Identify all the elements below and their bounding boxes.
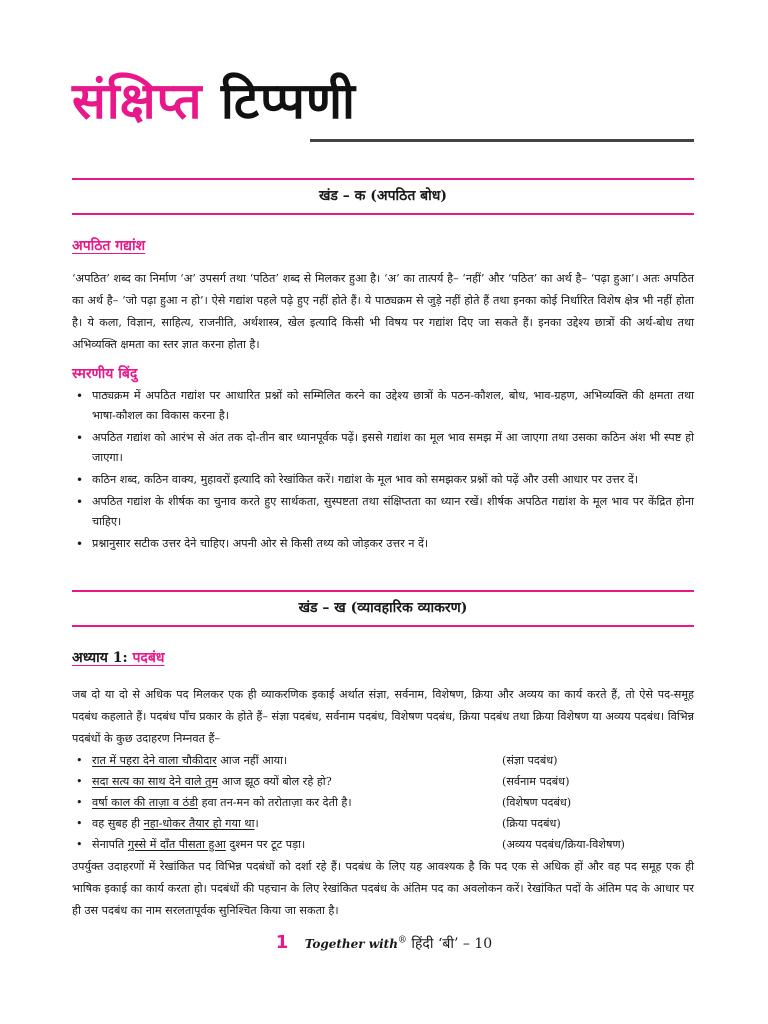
example-type: (सर्वनाम पदबंध) [502, 775, 570, 788]
chapter-heading [72, 648, 164, 667]
example-type: (अव्यय पदबंध/क्रिया-विशेषण) [502, 838, 625, 851]
section-b-heading: खंड – ख (व्यावहारिक व्याकरण) [298, 600, 468, 616]
footer-subject: हिंदी ‘बी’ – 10 [411, 936, 493, 952]
list-item: • पाठ्यक्रम में अपठित गद्यांश पर आधारित प्रश्नों को सम्मिलित करने का उद्देश्य छात्रों के पठन-कौशल, बोध, भाव-ग्रहण, अभिव्यक्ति की क्षमता तथा भाषा-कौशल का विकास करना है। [76, 389, 694, 422]
section-a-intro: ‘अपठित’ शब्द का निर्माण ‘अ’ उपसर्ग तथा ‘पठित’ शब्द से मिलकर हुआ है। ‘अ’ का तात्पर्य है– ‘नहीं’ और ‘पठित’ का अर्थ है– ‘पढ़ा हुआ’। अतः अपठित का अर्थ है– ‘जो पढ़ा हुआ न हो’। ऐसे गद्यांश पहले पढ़े हुए नहीं होते हैं। ये पाठ्यक्रम से जुड़े नहीं होते हैं तथा इनका कोई निर्धारित विशेष क्षेत्र भी नहीं होता है। ये कला, विज्ञान, साहित्य, राजनीति, अर्थशास्त्र, खेल इत्यादि किसी भी विषय पर गद्यांश दिए जा सकते हैं। इनका उद्देश्य छात्रों की अर्थ-बोध तथा अभिव्यक्ति क्षमता का स्तर ज्ञात करना होता है। [72, 272, 694, 351]
example-item: • रात में पहरा देने वाला चौकीदार आज नहीं आया। (संज्ञा पदबंध) [72, 750, 694, 771]
points-heading: स्मरणीय बिंदु [72, 366, 138, 382]
title-part-2: टिप्पणी [220, 72, 356, 130]
example-type: (विशेषण पदबंध) [502, 796, 572, 809]
registered-mark: ® [397, 935, 407, 946]
page-number: 1 [275, 932, 289, 953]
brand-text: Together with [304, 937, 398, 951]
page-title [72, 66, 356, 136]
section-b-band [72, 590, 694, 627]
example-item: • वर्षा काल की ताज़ा व ठंडी हवा तन-मन को तरोताज़ा कर देती है। (विशेषण पदबंध) [72, 792, 694, 813]
examples-list [72, 750, 694, 855]
chapter-prefix: अध्याय 1: [72, 650, 128, 666]
list-item: • अपठित गद्यांश को आरंभ से अंत तक दो-तीन बार ध्यानपूर्वक पढ़ें। इससे गद्यांश का मूल भाव समझ में आ जाएगा तथा उसका कठिन अंश भी स्पष्ट हो जाएगा। [76, 431, 694, 464]
list-item: • कठिन शब्द, कठिन वाक्य, मुहावरों इत्यादि को रेखांकित करें। गद्यांश के मूल भाव को समझकर प्रश्नों को पढ़ें और उसी आधार पर उत्तर दें। [76, 473, 639, 487]
example-item: • सदा सत्य का साथ देने वाले तुम आज झूठ क्यों बोल रहे हो? (सर्वनाम पदबंध) [72, 771, 694, 792]
list-item: • प्रश्नानुसार सटीक उत्तर देने चाहिए। अपनी ओर से किसी तथ्य को जोड़कर उत्तर न दें। [76, 537, 429, 551]
section-b-intro: जब दो या दो से अधिक पद मिलकर एक ही व्याकरणिक इकाई अर्थात संज्ञा, सर्वनाम, विशेषण, क्रिया और अव्यय का कार्य करते हैं, तो ऐसे पद-समूह पदबंध कहलाते हैं। पदबंध पाँच प्रकार के होते हैं– संज्ञा पदबंध, सर्वनाम पदबंध, विशेषण पदबंध, क्रिया पदबंध तथा क्रिया विशेषण या अव्यय पदबंध। विभिन्न पदबंधों के कुछ उदाहरण निम्नवत हैं– [72, 688, 694, 745]
example-item: • सेनापति गुस्से में दाँत पीसता हुआ दुश्मन पर टूट पड़ा। (अव्यय पदबंध/क्रिया-विशेषण) [72, 834, 694, 855]
example-type: (संज्ञा पदबंध) [502, 754, 558, 767]
section-a-heading: खंड – क (अपठित बोध) [318, 188, 448, 204]
example-type: (क्रिया पदबंध) [502, 817, 561, 830]
list-item: • अपठित गद्यांश के शीर्षक का चुनाव करते हुए सार्थकता, सुस्पष्टता तथा संक्षिप्तता का ध्यान रखें। शीर्षक अपठित गद्यांश के मूल भाव पर केंद्रित होना चाहिए। [76, 495, 694, 528]
chapter-name: पदबंध [132, 650, 165, 666]
title-rule [310, 139, 694, 142]
section-b-outro: उपर्युक्त उदाहरणों में रेखांकित पद विभिन्न पदबंधों को दर्शा रहे हैं। पदबंध के लिए यह आवश्यक है कि पद एक से अधिक हों और वह पद समूह एक ही भाषिक इकाई का कार्य करता हो। पदबंधों की पहचान के लिए रेखांकित पदबंध के अंतिम पद का अवलोकन करें। रेखांकित पदों के अंतिम पद के आधार पर ही उस पदबंध का नाम सरलतापूर्वक सुनिश्चित किया जा सकता है। [72, 860, 694, 917]
section-a-band [72, 178, 694, 215]
points-list [72, 386, 694, 554]
section-a-subheading: अपठित गद्यांश [72, 238, 146, 254]
example-item: • वह सुबह ही नहा-धोकर तैयार हो गया था। (क्रिया पदबंध) [72, 813, 694, 834]
page-footer [0, 932, 768, 953]
title-part-1: संक्षिप्त [72, 72, 203, 130]
